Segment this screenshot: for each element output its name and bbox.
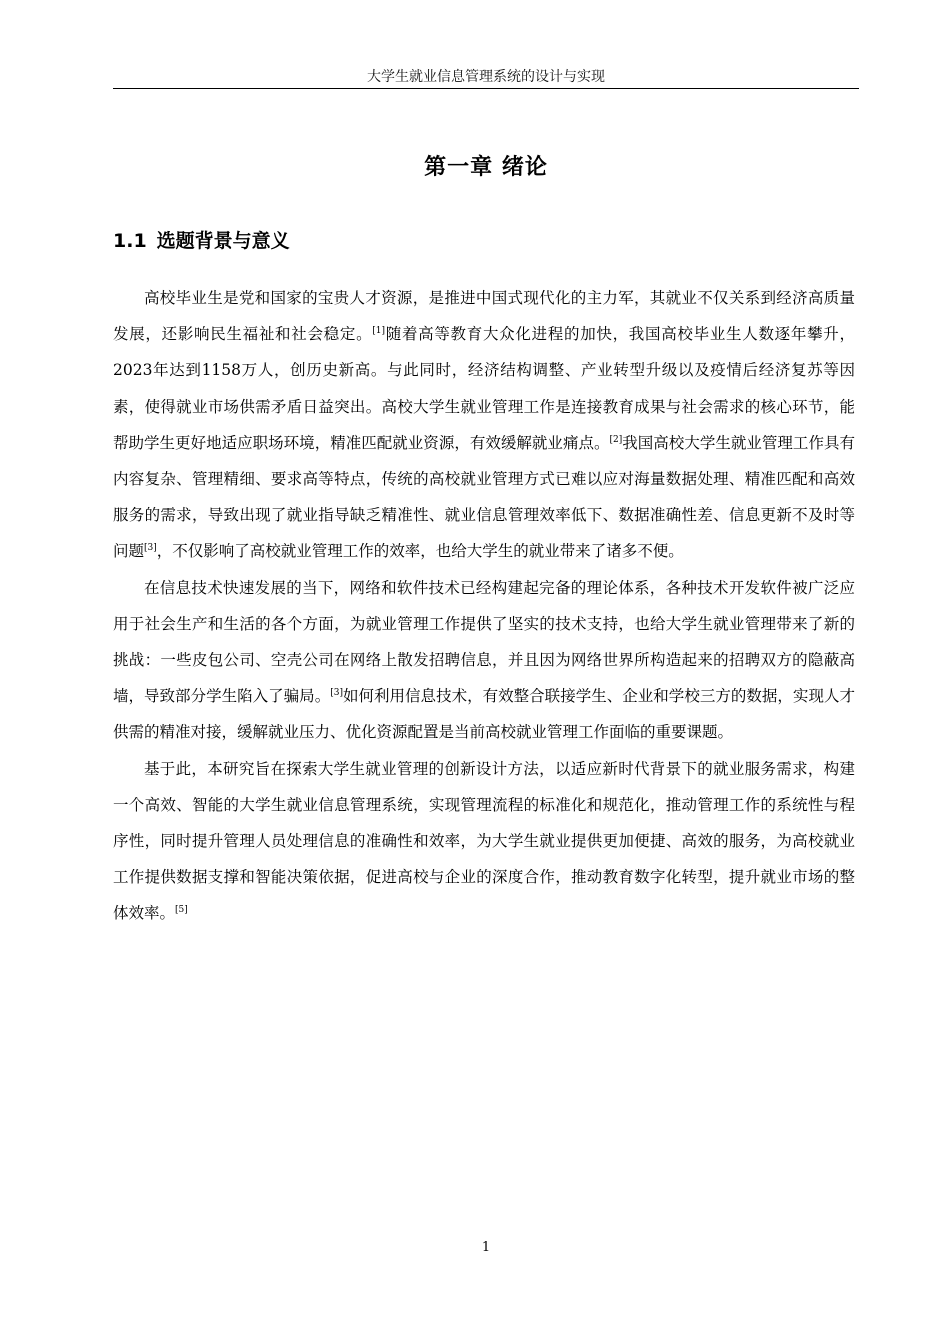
paragraph-3 — [113, 751, 855, 932]
section-title: 选题背景与意义 — [156, 230, 290, 252]
paragraph-text: 随着高等教育大众化进程的加快，我国高校毕业生人数逐年攀升，2023年达到1158万人，创历史新高。与此同时，经济结构调整、产业转型升级以及疫情后经济复苏等因素，使得就业市场供需矛盾日益突出。高校大学生就业管理工作是连接教育成果与社会需求的核心环节，能帮助学生更好地适应职场环境，精准匹配就业资源，有效缓解就业痛点。 — [113, 325, 855, 452]
paragraph-text: 基于此，本研究旨在探索大学生就业管理的创新设计方法，以适应新时代背景下的就业服务需求，构建一个高效、智能的大学生就业信息管理系统，实现管理流程的标准化和规范化，推动管理工作的系统性与程序性，同时提升管理人员处理信息的准确性和效率，为大学生就业提供更加便捷、高效的服务，为高校就业工作提供数据支撑和智能决策依据，促进高校与企业的深度合作，推动教育数字化转型，提升就业市场的整体效率。 — [113, 759, 855, 923]
citation-ref: [1] — [372, 326, 386, 337]
section-heading — [113, 226, 290, 253]
paragraph-text: 在信息技术快速发展的当下，网络和软件技术已经构建起完备的理论体系，各种技术开发软件被广泛应用于社会生产和生活的各个方面，为就业管理工作提供了坚实的技术支持，也给大学生就业管理带来了新的挑战：一些皮包公司、空壳公司在网络上散发招聘信息，并且因为网络世界所构造起来的招聘双方的隐蔽高墙，导致部分学生陷入了骗局。 — [113, 578, 855, 706]
page-number: 1 — [481, 1240, 491, 1255]
paragraph-text: 我国高校大学生就业管理工作具有内容复杂、管理精细、要求高等特点，传统的高校就业管理方式已难以应对海量数据处理、精准匹配和高效服务的需求，导致出现了就业指导缺乏精准性、就业信息管理效率低下、数据准确性差、信息更新不及时等问题 — [113, 433, 855, 561]
citation-ref: [2] — [609, 434, 623, 445]
header-rule — [113, 88, 859, 89]
paragraph-text: 如何利用信息技术，有效整合联接学生、企业和学校三方的数据，实现人才供需的精准对接，缓解就业压力、优化资源配置是当前高校就业管理工作面临的重要课题。 — [113, 687, 855, 742]
citation-ref: [3] — [330, 688, 343, 699]
citation-ref: [5] — [175, 905, 188, 916]
section-number: 1.1 — [113, 230, 147, 252]
paragraph-1 — [113, 280, 855, 570]
paragraph-text: ，不仅影响了高校就业管理工作的效率，也给大学生的就业带来了诸多不便。 — [156, 542, 684, 561]
body-text — [113, 280, 855, 932]
citation-ref: [3] — [144, 543, 157, 554]
paragraph-2 — [113, 570, 855, 751]
running-header: 大学生就业信息管理系统的设计与实现 — [367, 69, 605, 85]
chapter-title: 第一章 绪论 — [424, 155, 548, 180]
paragraph-text: 高校毕业生是党和国家的宝贵人才资源，是推进中国式现代化的主力军，其就业不仅关系到经济高质量发展，还影响民生福祉和社会稳定。 — [113, 289, 855, 344]
